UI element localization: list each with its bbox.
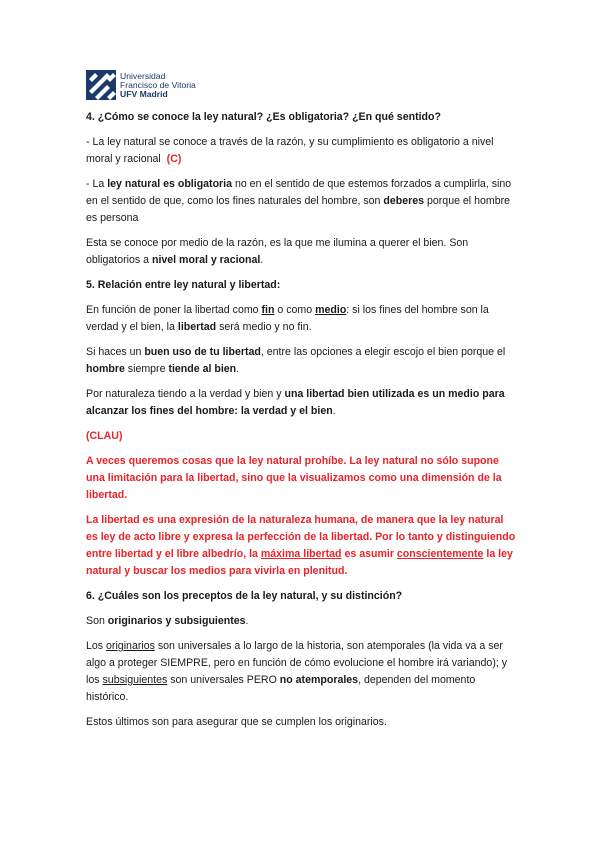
q5-paragraph-1: [86, 302, 516, 336]
q4-p2-c: no en el sentido de que estemos forzados a cumplirla, sino en el sentido de que, como los fines naturales del hombre, son: [86, 178, 512, 207]
q5-p1-a: En función de poner la libertad como: [86, 304, 262, 316]
q5-p1-b: fin: [261, 304, 275, 316]
logo-line-1: Universidad: [120, 70, 166, 81]
clau-p2-a: La libertad es una expresión de la naturaleza humana, de manera que la ley natural es ley de acto libre y expresa la perfección de la libertad. Por lo tanto y distinguiendo entre libertad y el libre albedrío, la: [86, 514, 516, 560]
clau-paragraph-2: [86, 512, 516, 580]
q5-p2-f: tiende al bien: [168, 363, 237, 375]
logo-line-2: Francisco de Vitoria: [120, 79, 196, 90]
q6-p1-a: Son: [86, 615, 108, 627]
clau-p2-c: es asumir: [341, 548, 397, 560]
q6-paragraph-1: [86, 613, 516, 630]
q5-paragraph-2: [86, 344, 516, 378]
q5-p1-c: o como: [274, 304, 316, 316]
q5-p2-a: Si haces un: [86, 346, 145, 358]
question-6-heading: 6. ¿Cuáles son los preceptos de la ley natural, y su distinción?: [86, 590, 403, 602]
university-logo: [86, 70, 196, 100]
q5-p2-c: , entre las opciones a elegir escojo el bien porque el: [260, 346, 506, 358]
q5-p2-g: .: [236, 363, 240, 375]
logo-wordmark: [120, 72, 196, 99]
ufv-logo-icon: [86, 70, 116, 100]
document-body: [86, 109, 516, 739]
q4-p2-e: porque el hombre es persona: [86, 195, 511, 224]
clau-paragraph-1: A veces queremos cosas que la ley natural prohíbe. La ley natural no sólo supone una limitación para la libertad, sino que la visualizamos como una dimensión de la libertad.: [86, 455, 502, 501]
q6-paragraph-3: Estos últimos son para asegurar que se cumplen los originarios.: [86, 716, 387, 728]
q5-p1-e: : si los fines del hombre son la verdad y el bien, la: [86, 304, 489, 333]
q4-p1-text: - La ley natural se conoce a través de la razón, y su cumplimiento es obligatorio a nivel moral y racional: [86, 136, 494, 165]
q5-p2-d: hombre: [86, 363, 125, 375]
q4-correct-mark: (C): [166, 153, 182, 165]
q5-p2-b: buen uso de tu libertad: [144, 346, 261, 358]
q6-p2-a: Los: [86, 640, 107, 652]
q4-paragraph-1: [86, 134, 516, 168]
q4-p2-b: ley natural es obligatoria: [107, 178, 233, 190]
q5-p3-b: una libertad bien utilizada es un medio para alcanzar los fines del hombre: la verdad y el bien: [86, 388, 505, 417]
q6-p2-f: no atemporales: [279, 674, 359, 686]
q4-p3-b: nivel moral y racional: [151, 254, 261, 266]
q5-p1-d: medio: [315, 304, 347, 316]
q6-p2-c: son universales a lo largo de la historia, son atemporales (la vida va a ser algo a proteger SIEMPRE, pero en función de cómo evolucione el hombre irá variando); y los: [86, 640, 508, 686]
q5-p1-f: libertad: [177, 321, 217, 333]
q6-p2-e: son universales PERO: [167, 674, 280, 686]
q4-p3-a: Esta se conoce por medio de la razón, es la que me ilumina a querer el bien. Son obligatorios a: [86, 237, 469, 266]
clau-p2-d: conscientemente: [396, 548, 484, 560]
clau-p2-e: la ley natural y buscar los medios para vivirla en plenitud.: [86, 548, 513, 577]
q4-p3-c: .: [260, 254, 264, 266]
q6-p1-b: originarios y subsiguientes: [107, 615, 246, 627]
q4-p2-d: deberes: [383, 195, 425, 207]
q4-paragraph-3: [86, 235, 516, 269]
q5-p2-e: siempre: [124, 363, 169, 375]
q5-p3-a: Por naturaleza tiendo a la verdad y bien y: [86, 388, 285, 400]
q5-paragraph-3: [86, 386, 516, 420]
q6-p2-g: , dependen del momento histórico.: [86, 674, 476, 703]
logo-line-3: UFV Madrid: [120, 88, 168, 99]
q6-p2-b: originarios: [106, 640, 155, 652]
q4-p2-a: - La: [86, 178, 108, 190]
clau-label: (CLAU): [86, 430, 123, 442]
q6-p1-c: .: [245, 615, 249, 627]
question-5-heading: 5. Relación entre ley natural y libertad:: [86, 279, 281, 291]
clau-p2-b: máxima libertad: [260, 548, 342, 560]
q5-p1-g: será medio y no fin.: [216, 321, 312, 333]
question-4-heading: 4. ¿Cómo se conoce la ley natural? ¿Es obligatoria? ¿En qué sentido?: [86, 111, 441, 123]
q4-paragraph-2: [86, 176, 516, 227]
q6-p2-d: subsiguientes: [102, 674, 168, 686]
q5-p3-c: .: [332, 405, 336, 417]
q6-paragraph-2: [86, 638, 516, 706]
